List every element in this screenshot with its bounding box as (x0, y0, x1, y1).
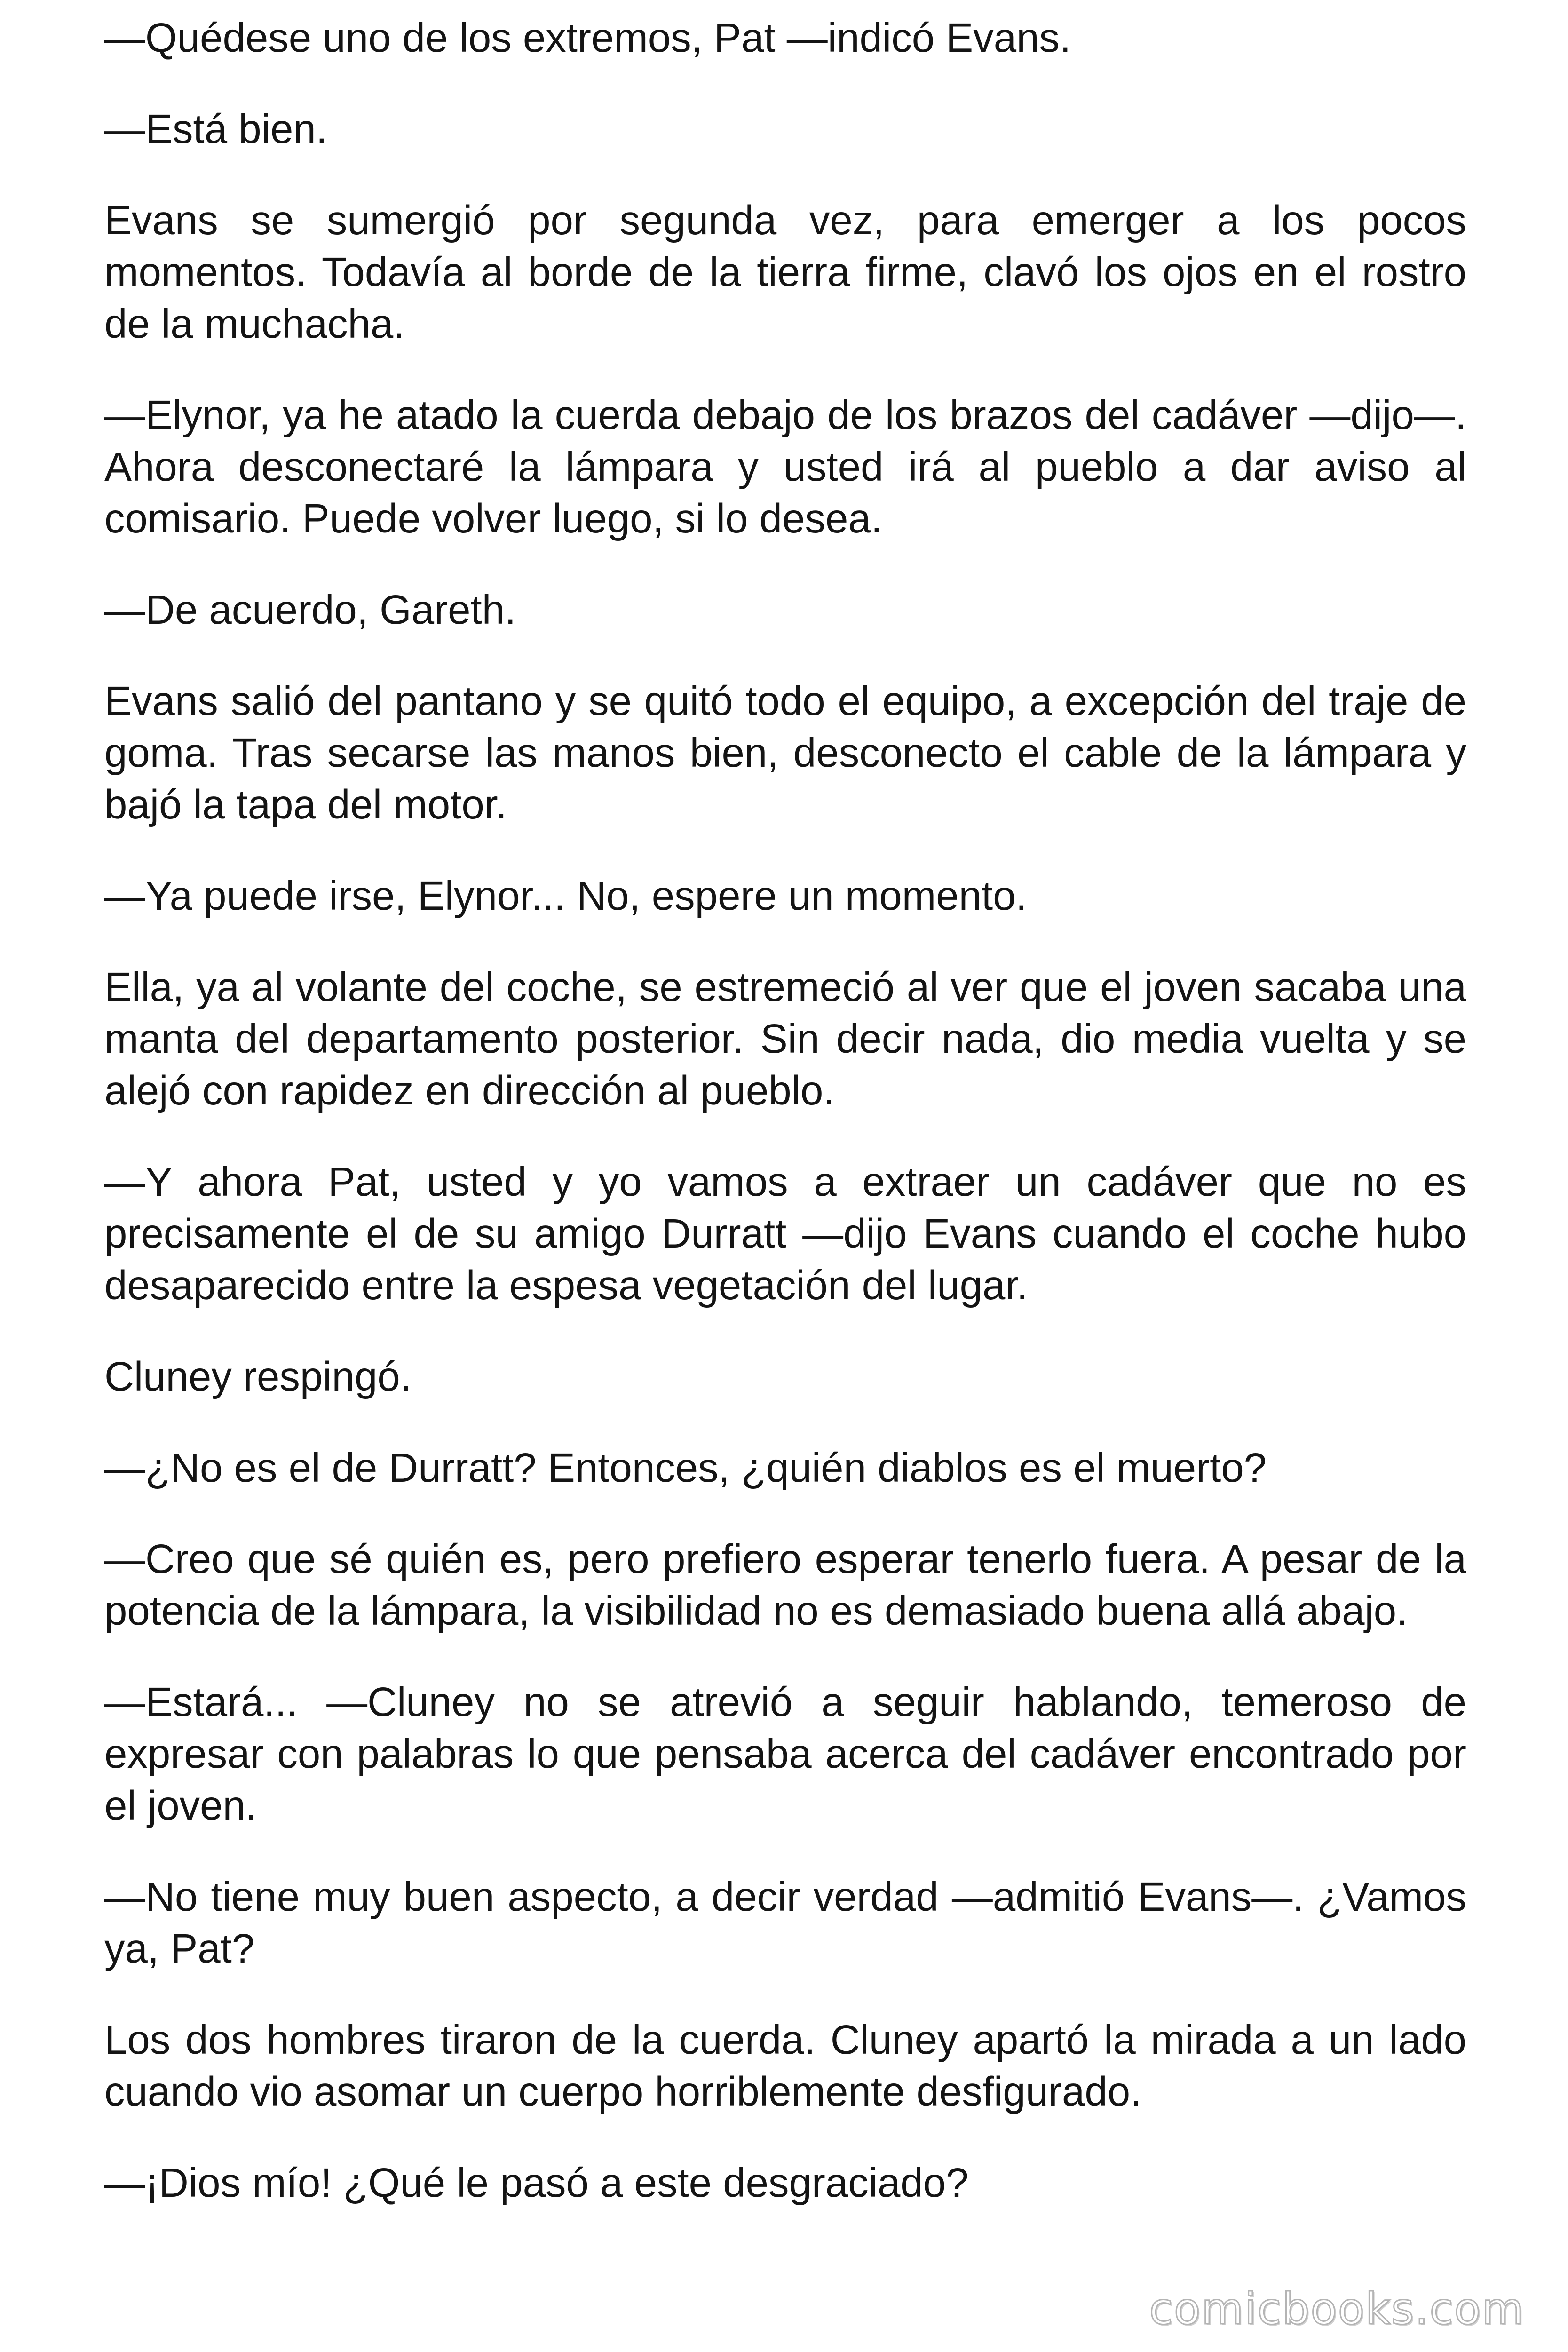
paragraph-8: Ella, ya al volante del coche, se estremeció al ver que el joven sacaba una manta del departamento posterior. Sin decir nada, dio media vuelta y se alejó con rapidez en dirección al pueblo. (104, 964, 1466, 1113)
paragraph-3: Evans se sumergió por segunda vez, para emerger a los pocos momentos. Todavía al borde de la tierra firme, clavó los ojos en el rostro de la muchacha. (104, 198, 1466, 347)
paragraph-13: —Estará... —Cluney no se atrevió a seguir hablando, temeroso de expresar con palabras lo que pensaba acerca del cadáver encontrado por el joven. (104, 1679, 1466, 1828)
paragraph-6: Evans salió del pantano y se quitó todo el equipo, a excepción del traje de goma. Tras secarse las manos bien, desconecto el cable de la lámpara y bajó la tapa del motor. (104, 678, 1466, 827)
paragraph-16: —¡Dios mío! ¿Qué le pasó a este desgraciado? (104, 2160, 969, 2206)
paragraph-15: Los dos hombres tiraron de la cuerda. Cluney apartó la mirada a un lado cuando vio asomar un cuerpo horriblemente desfigurado. (104, 2017, 1466, 2114)
paragraph-11: —¿No es el de Durratt? Entonces, ¿quién diablos es el muerto? (104, 1445, 1267, 1491)
paragraph-9: —Y ahora Pat, usted y yo vamos a extraer un cadáver que no es precisamente el de su amigo Durratt —dijo Evans cuando el coche hubo desaparecido entre la espesa vegetación del lugar. (104, 1159, 1466, 1308)
paragraph-12: —Creo que sé quién es, pero prefiero esperar tenerlo fuera. A pesar de la potencia de la lámpara, la visibilidad no es demasiado buena allá abajo. (104, 1536, 1466, 1634)
paragraph-5: —De acuerdo, Gareth. (104, 587, 516, 633)
paragraph-10: Cluney respingó. (104, 1354, 412, 1399)
paragraph-14: —No tiene muy buen aspecto, a decir verdad —admitió Evans—. ¿Vamos ya, Pat? (104, 1874, 1466, 1971)
watermark-text: comicbooks.com (1149, 2284, 1525, 2334)
text-column (104, 12, 1466, 2249)
paragraph-7: —Ya puede irse, Elynor... No, espere un momento. (104, 873, 1027, 919)
paragraph-4: —Elynor, ya he atado la cuerda debajo de los brazos del cadáver —dijo—. Ahora desconectaré la lámpara y usted irá al pueblo a dar aviso al comisario. Puede volver luego, si lo desea. (104, 392, 1466, 541)
paragraph-1: —Quédese uno de los extremos, Pat —indicó Evans. (104, 15, 1071, 61)
paragraph-2: —Está bien. (104, 106, 327, 152)
